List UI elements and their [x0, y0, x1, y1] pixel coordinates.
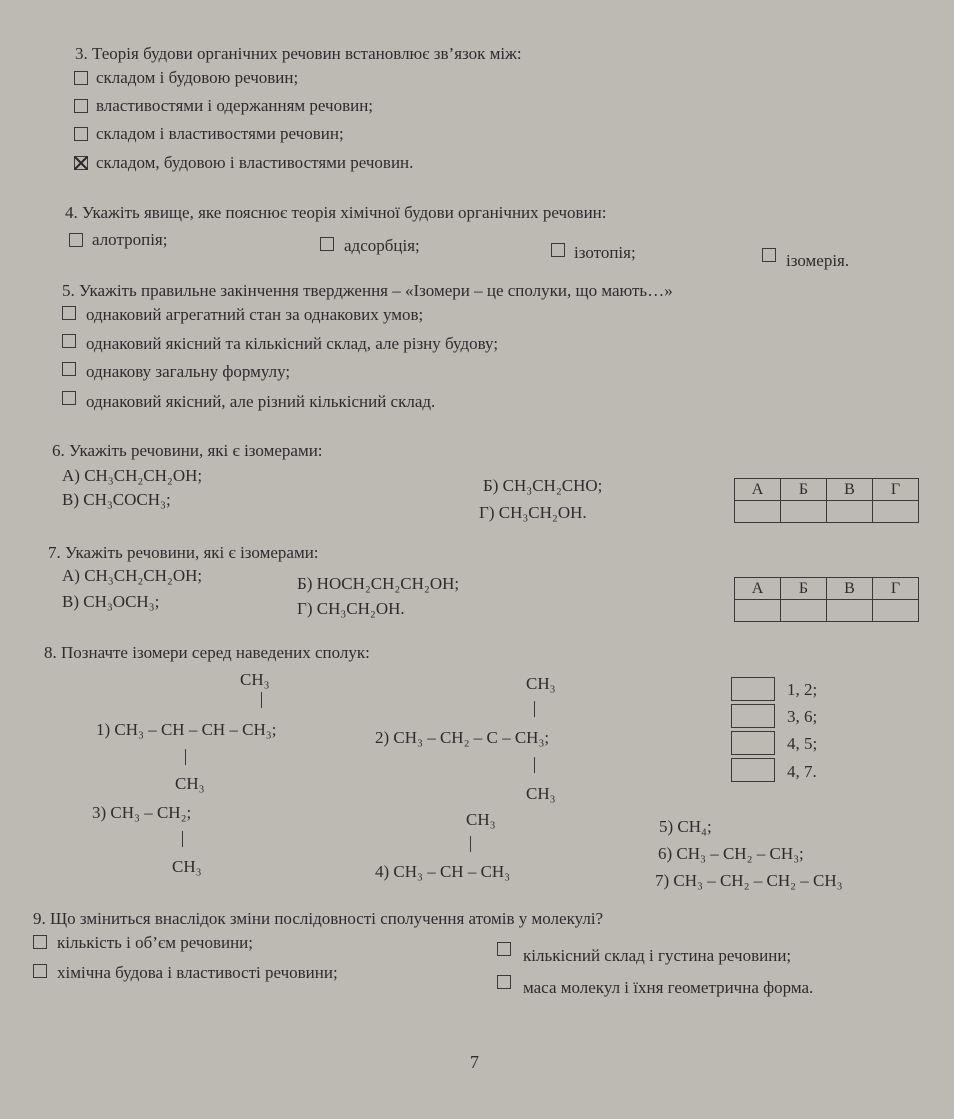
q6-answer-cell-g[interactable] [873, 501, 919, 523]
q7-answer-cell-b[interactable] [781, 600, 827, 622]
compound-4-formula: 4) CH₃ – CH – CH₃ [375, 862, 511, 881]
q9-option-4-label: маса молекул і їхня геометрична форма. [523, 978, 814, 997]
q9-option-1-label: кількість і об’єм речовини; [57, 933, 253, 952]
q4-question: 4. Укажіть явище, яке пояснює теорія хімічної будови органічних речовин: [65, 203, 607, 222]
q8-answer-label-1: 1, 2; [787, 680, 818, 699]
q9-option-1-checkbox[interactable] [33, 935, 47, 949]
q7-header-a: А [735, 578, 781, 600]
compound-2-bottom-ch3: CH₃ [526, 784, 556, 803]
compound-2-top-ch3: CH₃ [526, 674, 556, 693]
q4-option-4-checkbox[interactable] [762, 248, 776, 262]
compound-1-top-ch3: CH₃ [240, 670, 270, 689]
q4-option-2-label: адсорбція; [344, 236, 420, 255]
q7-answer-cell-g[interactable] [873, 600, 919, 622]
q7-option-v: В) CH₃OCH₃; [62, 592, 160, 611]
compound-3-formula: 3) CH₃ – CH₂; [92, 803, 192, 822]
q8-answer-box-2[interactable] [731, 704, 775, 728]
q9-option-2-label: кількісний склад і густина речовини; [523, 946, 792, 965]
q6-answer-cell-a[interactable] [735, 501, 781, 523]
q4-option-2-checkbox[interactable] [320, 237, 334, 251]
q6-header-b: Б [781, 479, 827, 501]
q3-option-4-label: складом, будовою і властивостями речовин. [96, 153, 414, 172]
compound-4-top-bond [470, 836, 471, 852]
q5-question: 5. Укажіть правильне закінчення твердження – «Ізомери – це сполуки, що мають…» [62, 281, 673, 300]
q3-option-2-checkbox[interactable] [74, 99, 88, 113]
q5-option-1-label: однаковий агрегатний стан за однакових умов; [86, 305, 424, 324]
q4-option-1-checkbox[interactable] [69, 233, 83, 247]
q5-option-3-checkbox[interactable] [62, 362, 76, 376]
q3-option-1-label: складом і будовою речовин; [96, 68, 299, 87]
q7-question: 7. Укажіть речовини, які є ізомерами: [48, 543, 319, 562]
q6-question: 6. Укажіть речовини, які є ізомерами: [52, 441, 323, 460]
q7-option-b: Б) HOCH₂CH₂CH₂OH; [297, 574, 460, 593]
q5-option-1-checkbox[interactable] [62, 306, 76, 320]
q6-option-g: Г) CH₃CH₂OH. [479, 503, 587, 522]
q6-answer-cell-v[interactable] [827, 501, 873, 523]
q5-option-4-label: однаковий якісний, але різний кількісний склад. [86, 392, 436, 411]
q3-question: 3. Теорія будови органічних речовин встановлює зв’язок між: [75, 44, 522, 63]
q7-option-g: Г) CH₃CH₂OH. [297, 599, 405, 618]
q3-option-3-label: складом і властивостями речовин; [96, 124, 344, 143]
q9-option-3-checkbox[interactable] [33, 964, 47, 978]
q3-option-2-label: властивостями і одержанням речовин; [96, 96, 374, 115]
compound-1-formula: 1) CH₃ – CH – CH – CH₃; [96, 720, 277, 739]
q7-answer-cell-a[interactable] [735, 600, 781, 622]
q8-answer-box-3[interactable] [731, 731, 775, 755]
compound-3-bottom-ch3: CH₃ [172, 857, 202, 876]
q4-option-3-checkbox[interactable] [551, 243, 565, 257]
q9-option-4-checkbox[interactable] [497, 975, 511, 989]
q7-answer-cell-v[interactable] [827, 600, 873, 622]
compound-3-bottom-bond [182, 831, 183, 847]
compound-2-formula: 2) CH₃ – CH₂ – C – CH₃; [375, 728, 550, 747]
compound-5-formula: 5) CH₄; [659, 817, 712, 836]
q6-option-a: А) CH₃CH₂CH₂OH; [62, 466, 203, 485]
q5-option-3-label: однакову загальну формулу; [86, 362, 291, 381]
compound-2-bottom-bond [534, 757, 535, 773]
q6-header-g: Г [873, 479, 919, 501]
q6-answer-cell-b[interactable] [781, 501, 827, 523]
q3-option-1-checkbox[interactable] [74, 71, 88, 85]
q6-header-a: А [735, 479, 781, 501]
compound-1-top-bond [261, 692, 262, 708]
q7-answer-table [734, 577, 919, 622]
q6-option-v: В) CH₃COCH₃; [62, 490, 171, 509]
q7-header-b: Б [781, 578, 827, 600]
q6-answer-table [734, 478, 919, 523]
q9-option-2-checkbox[interactable] [497, 942, 511, 956]
compound-6-formula: 6) CH₃ – CH₂ – CH₃; [658, 844, 804, 863]
q8-question: 8. Позначте ізомери серед наведених сполук: [44, 643, 370, 662]
q7-header-v: В [827, 578, 873, 600]
q6-option-b: Б) CH₃CH₂CHO; [483, 476, 603, 495]
q7-header-g: Г [873, 578, 919, 600]
q8-answer-label-2: 3, 6; [787, 707, 818, 726]
q5-option-2-checkbox[interactable] [62, 334, 76, 348]
q8-answer-box-4[interactable] [731, 758, 775, 782]
compound-4-top-ch3: CH₃ [466, 810, 496, 829]
q4-option-1-label: алотропія; [92, 230, 168, 249]
q3-option-3-checkbox[interactable] [74, 127, 88, 141]
compound-7-formula: 7) CH₃ – CH₂ – CH₂ – CH₃ [655, 871, 843, 890]
q8-answer-label-3: 4, 5; [787, 734, 818, 753]
q8-answer-box-1[interactable] [731, 677, 775, 701]
q5-option-2-label: однаковий якісний та кількісний склад, але різну будову; [86, 334, 499, 353]
q8-answer-label-4: 4, 7. [787, 762, 817, 781]
q9-option-3-label: хімічна будова і властивості речовини; [57, 963, 338, 982]
q6-header-v: В [827, 479, 873, 501]
compound-1-bottom-ch3: CH₃ [175, 774, 205, 793]
q5-option-4-checkbox[interactable] [62, 391, 76, 405]
q7-option-a: А) CH₃CH₂CH₂OH; [62, 566, 203, 585]
q4-option-3-label: ізотопія; [574, 243, 636, 262]
q3-option-4-checkbox[interactable] [74, 156, 88, 170]
compound-2-top-bond [534, 701, 535, 717]
q4-option-4-label: ізомерія. [786, 251, 850, 270]
page-number: 7 [470, 1052, 479, 1072]
q9-question: 9. Що зміниться внаслідок зміни послідовності сполучення атомів у молекулі? [33, 909, 604, 928]
compound-1-bottom-bond [185, 749, 186, 765]
